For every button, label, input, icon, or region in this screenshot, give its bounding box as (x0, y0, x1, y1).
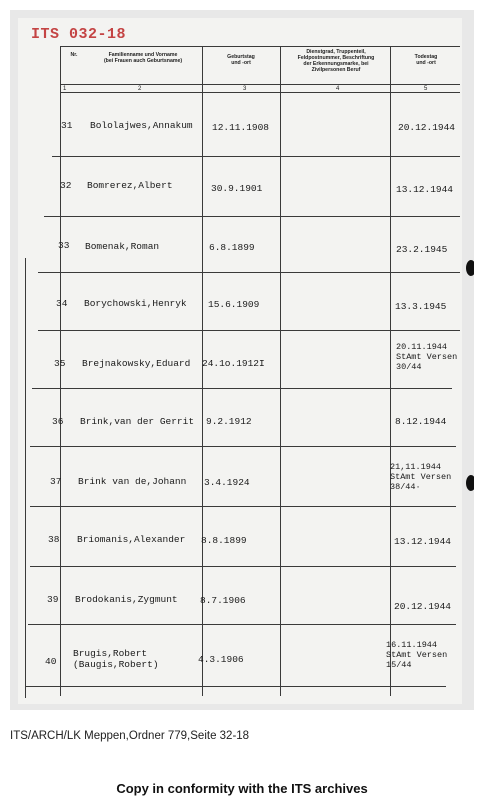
register-sheet (18, 18, 462, 704)
row-birth: 15.6.1909 (208, 299, 260, 310)
row-separator (30, 506, 456, 507)
row-death: 20.12.1944 (398, 122, 456, 133)
row-name: Brejnakowsky,Eduard (82, 358, 191, 369)
header-death: Todestag und -ort (414, 54, 438, 66)
col-divider-4 (390, 46, 391, 696)
row-separator (30, 566, 456, 567)
row-nr: 32 (60, 180, 72, 191)
header-nr: Nr. (70, 52, 78, 58)
col-divider-1 (60, 46, 61, 696)
row-name: Brugis,Robert (Baugis,Robert) (73, 648, 159, 670)
row-death: 8.12.1944 (395, 416, 447, 427)
row-name: Bomrerez,Albert (87, 180, 173, 191)
row-separator (52, 156, 460, 157)
row-birth: 12.11.1908 (212, 122, 270, 133)
archive-stamp: ITS 032-18 (31, 26, 127, 43)
row-death: 20.11.1944 StAmt Versen 30/44 (396, 342, 458, 372)
row-separator (44, 216, 460, 217)
row-name: Briomanis,Alexander (77, 534, 186, 545)
row-nr: 40 (45, 656, 57, 667)
document-scan (10, 10, 474, 710)
header-top-line (60, 46, 460, 47)
register-table (18, 18, 462, 704)
row-separator (32, 388, 452, 389)
row-nr: 38 (48, 534, 60, 545)
row-birth: 9.2.1912 (206, 416, 252, 427)
colnum-2: 2 (138, 86, 142, 92)
colnum-4: 4 (336, 86, 340, 92)
row-death: 20.12.1944 (394, 601, 452, 612)
colnum-3: 3 (243, 86, 247, 92)
header-birth: Geburtstag und -ort (227, 54, 255, 66)
row-birth: 8.7.1906 (200, 595, 246, 606)
row-death: 13.12.1944 (396, 184, 454, 195)
row-separator (38, 330, 460, 331)
row-death: 13.12.1944 (394, 536, 452, 547)
row-name: Brink,van der Gerrit (80, 416, 195, 427)
col-divider-3 (280, 46, 281, 696)
row-nr: 37 (50, 476, 62, 487)
row-separator (26, 686, 446, 687)
row-birth: 3.4.1924 (204, 477, 250, 488)
punch-hole (466, 475, 474, 491)
row-birth: 4.3.1906 (198, 654, 244, 665)
row-birth: 6.8.1899 (209, 242, 255, 253)
row-name: Bololajwes,Annakum (90, 120, 193, 131)
row-name: Bomenak,Roman (85, 241, 160, 252)
header-service: Dienstgrad, Truppenteil, Feldpostnummer, Beschriftung der Erkennungsmarke, bei Zivilpersonen Beruf (297, 49, 375, 73)
row-nr: 31 (61, 120, 73, 131)
row-separator (28, 624, 456, 625)
colnum-1: 1 (63, 86, 67, 92)
conformity-notice: Copy in conformity with the ITS archives (116, 781, 368, 796)
punch-hole (466, 260, 474, 276)
row-death: 23.2.1945 (396, 244, 448, 255)
row-death: 16.11.1944 StAmt Versen 15/44 (386, 640, 448, 670)
row-name: Borychowski,Henryk (84, 298, 187, 309)
row-nr: 39 (47, 594, 59, 605)
row-birth: 30.9.1901 (211, 183, 263, 194)
row-nr: 36 (52, 416, 64, 427)
header-name: Familienname und Vorname (bei Frauen auch Geburtsname) (103, 52, 183, 64)
row-death: 21,11.1944 StAmt Versen 38/44· (390, 462, 452, 492)
row-nr: 34 (56, 298, 68, 309)
header-bottom-line (60, 84, 460, 85)
left-edge-line (25, 258, 26, 698)
archive-reference: ITS/ARCH/LK Meppen,Ordner 779,Seite 32-18 (10, 730, 250, 742)
row-separator (38, 272, 460, 273)
row-nr: 35 (54, 358, 66, 369)
colnum-5: 5 (424, 86, 428, 92)
row-separator (30, 446, 456, 447)
row-name: Brink van de,Johann (78, 476, 187, 487)
row-death: 13.3.1945 (395, 301, 447, 312)
colnum-line (60, 92, 460, 93)
row-nr: 33 (58, 240, 70, 251)
row-name: Brodokanis,Zygmunt (75, 594, 178, 605)
row-birth: 24.1o.1912I (202, 358, 265, 369)
row-birth: 8.8.1899 (201, 535, 247, 546)
